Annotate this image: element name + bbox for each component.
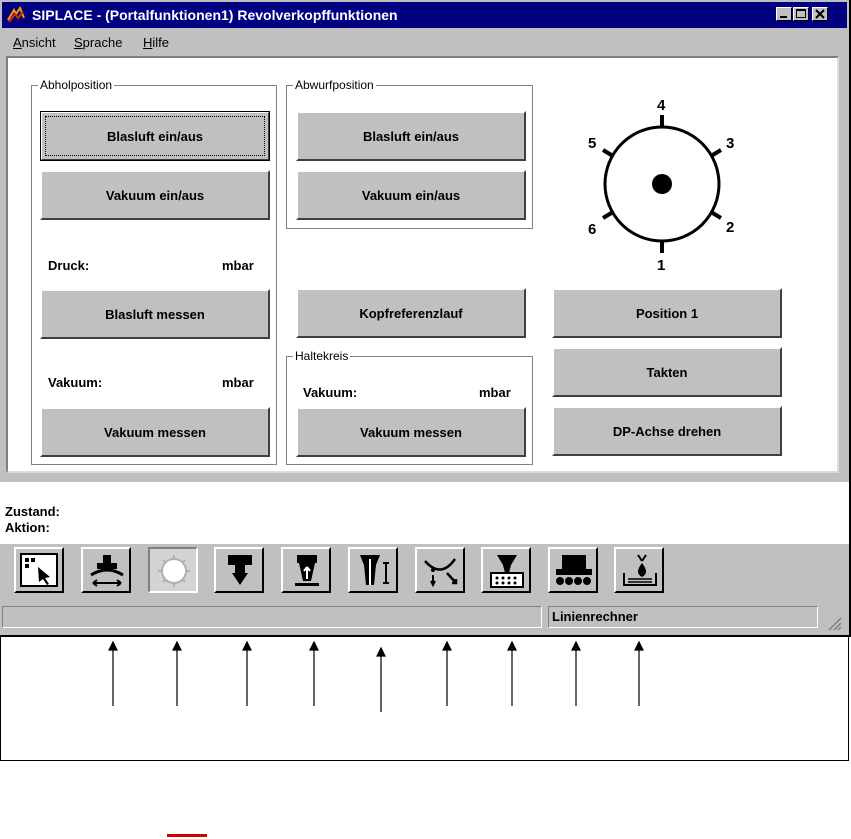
- holding-vacuum-label: Vakuum:: [303, 385, 358, 400]
- portal-move-icon: [87, 553, 127, 589]
- tool-conveyor[interactable]: [548, 547, 598, 593]
- dp-axis-button[interactable]: [552, 406, 782, 456]
- minimize-button[interactable]: [776, 7, 792, 21]
- window-title: SIPLACE - (Portalfunktionen1) Revolverkopffunktionen: [32, 7, 398, 23]
- pickup-group-label: Abholposition: [40, 78, 113, 92]
- placement-blow-button[interactable]: [296, 111, 526, 161]
- tool-select[interactable]: [14, 547, 64, 593]
- placement-blow-label: Blasluft ein/aus: [362, 128, 460, 144]
- pickup-vacuum-measure-label: Vakuum messen: [104, 424, 206, 440]
- close-icon: [813, 8, 827, 20]
- position-label-4: 4: [657, 97, 666, 114]
- red-marker: [167, 834, 207, 837]
- status-line-computer: Linienrechner: [552, 609, 638, 624]
- position-label-6: 6: [588, 221, 597, 238]
- holding-vacuum-unit: mbar: [479, 385, 511, 400]
- tool-revolver-head[interactable]: [148, 547, 198, 593]
- blow-measure-label: Blasluft messen: [105, 306, 205, 322]
- holding-group-label: Haltekreis: [295, 349, 349, 363]
- pickup-vacuum-value-label: Vakuum:: [48, 375, 103, 390]
- holding-vacuum-measure-label: Vakuum messen: [360, 424, 462, 440]
- revolver-head-diagram: [576, 88, 735, 278]
- position-label-5: 5: [588, 135, 597, 152]
- revolver-head-icon: [154, 553, 194, 589]
- position-button-label: Position 1: [635, 305, 699, 321]
- position-label-2: 2: [726, 219, 735, 236]
- maximize-button[interactable]: [793, 7, 809, 21]
- step-button[interactable]: [552, 347, 782, 397]
- menu-ansicht[interactable]: Ansicht: [13, 35, 56, 50]
- minimize-icon: [777, 8, 791, 20]
- status-bar: [0, 603, 849, 633]
- placement-group-label: Abwurfposition: [295, 78, 374, 92]
- nozzle-measure-icon: [354, 553, 394, 589]
- placement-vacuum-button[interactable]: [296, 170, 526, 220]
- focus-ring: [45, 116, 265, 156]
- tool-nozzle-down[interactable]: [214, 547, 264, 593]
- blow-measure-button[interactable]: [40, 289, 270, 339]
- rotate-head-icon: [421, 553, 461, 589]
- nozzle-down-icon: [220, 553, 260, 589]
- pressure-unit: mbar: [222, 258, 254, 273]
- pickup-blow-label: Blasluft ein/aus: [106, 128, 204, 144]
- position-label-3: 3: [726, 135, 735, 152]
- menu-sprache[interactable]: Sprache: [74, 35, 123, 50]
- conveyor-icon: [554, 553, 594, 589]
- placement-vacuum-label: Vakuum ein/aus: [361, 187, 461, 203]
- pickup-vacuum-button[interactable]: [40, 170, 270, 220]
- callout-area: [0, 636, 849, 761]
- tool-rotate-head[interactable]: [415, 547, 465, 593]
- pickup-vacuum-label: Vakuum ein/aus: [105, 187, 205, 203]
- menu-bar: [2, 30, 847, 52]
- head-reference-label: Kopfreferenzlauf: [359, 305, 463, 321]
- tool-nozzle-up[interactable]: [281, 547, 331, 593]
- tool-nozzle-measure[interactable]: [348, 547, 398, 593]
- title-bar[interactable]: [2, 2, 847, 28]
- nozzle-changer-icon: [487, 553, 527, 589]
- position-label-1: 1: [657, 257, 666, 274]
- info-area: [0, 482, 849, 544]
- status-pane-right: [548, 606, 818, 628]
- menu-hilfe[interactable]: Hilfe: [143, 35, 170, 50]
- pressure-label: Druck:: [48, 258, 90, 273]
- pickup-group: [31, 78, 277, 465]
- tool-portal-move[interactable]: [81, 547, 131, 593]
- revolver-center: [652, 174, 672, 194]
- component-drop-icon: [620, 553, 660, 589]
- select-cursor-icon: [20, 553, 60, 589]
- holding-vacuum-measure-button[interactable]: [296, 407, 526, 457]
- callout-arrows: [1, 636, 848, 760]
- siplace-app-icon[interactable]: [6, 6, 26, 24]
- placement-group: [286, 78, 533, 229]
- status-pane-main: [2, 606, 542, 628]
- state-label: Zustand:: [5, 504, 60, 519]
- function-toolbar: [0, 544, 849, 600]
- close-button[interactable]: [812, 7, 828, 21]
- tool-component-drop[interactable]: [614, 547, 664, 593]
- nozzle-up-icon: [287, 553, 327, 589]
- function-panel: [6, 56, 839, 473]
- position-button[interactable]: [552, 288, 782, 338]
- maximize-icon: [794, 8, 808, 20]
- head-reference-button[interactable]: [296, 288, 526, 338]
- holding-group: [286, 349, 533, 465]
- dp-axis-button-label: DP-Achse drehen: [612, 423, 722, 439]
- pickup-vacuum-measure-button[interactable]: [40, 407, 270, 457]
- pickup-blow-button[interactable]: [40, 111, 270, 161]
- tool-nozzle-changer[interactable]: [481, 547, 531, 593]
- step-button-label: Takten: [646, 364, 688, 380]
- resize-grip-icon[interactable]: [826, 615, 842, 631]
- pickup-vacuum-unit: mbar: [222, 375, 254, 390]
- action-label: Aktion:: [5, 520, 50, 535]
